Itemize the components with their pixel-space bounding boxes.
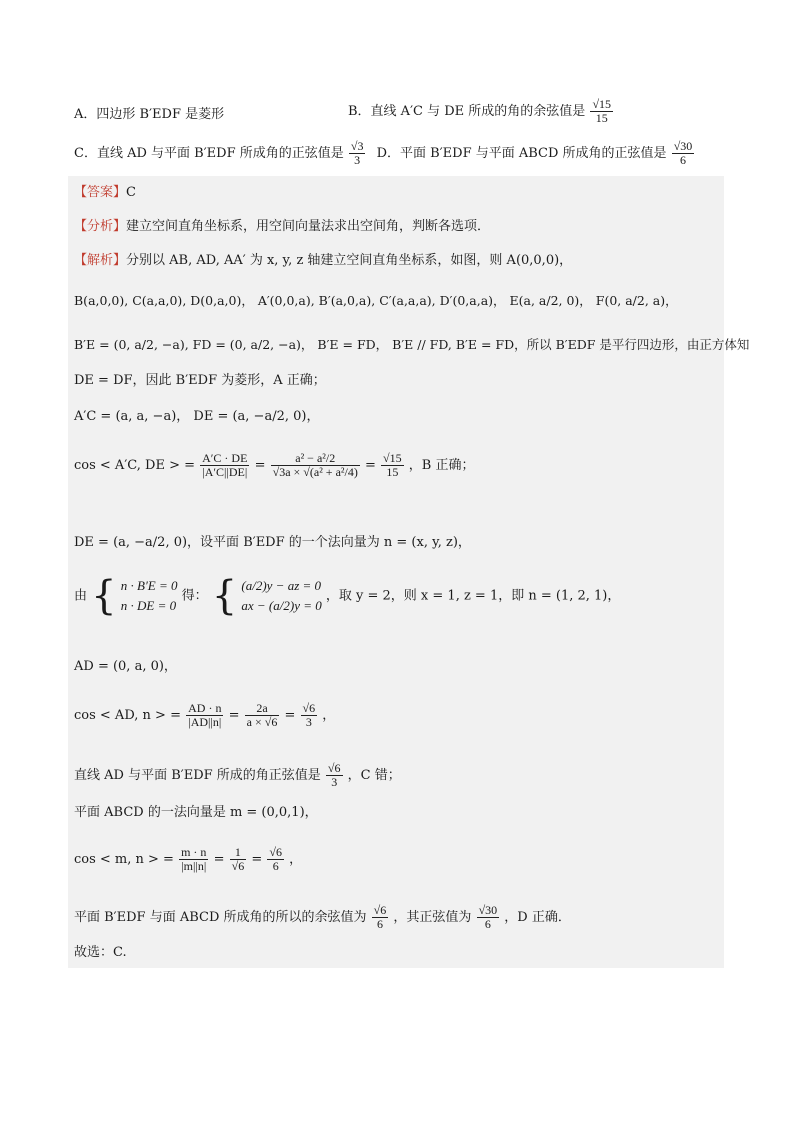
system-2: (a/2)y − az = 0 ax − (a/2)y = 0 (241, 578, 322, 613)
answer-text: C (126, 185, 136, 200)
solution-line-4: DE = DF，因此 B′EDF 为菱形，A 正确； (74, 373, 326, 388)
equals-3: = (228, 708, 240, 723)
cos2-result: $\frac{√6}{3}$ (302, 701, 316, 729)
equals-1: = (254, 458, 266, 473)
solution-line-13 (74, 846, 302, 873)
analysis-line (74, 218, 490, 236)
from-label: 由 (74, 588, 88, 604)
cos-label-3: cos < m, n > = (74, 852, 174, 867)
option-b (348, 98, 614, 125)
option-b-text: B．直线 A′C 与 DE 所成的角的余弦值是 (348, 104, 586, 119)
brace-1: { (91, 573, 117, 619)
solution-line-5: A′C = (a, a, −a)， DE = (a, −a/2, 0)， (74, 409, 320, 424)
option-d-text: D．平面 B′EDF 与平面 ABCD 所成角的正弦值是 (376, 146, 667, 161)
cos-result-1: $\frac{√15}{15}$ (383, 451, 402, 479)
got-label: 得： (181, 588, 208, 604)
option-b-fraction: $\frac{√15}{15}$ (592, 97, 612, 125)
equals-4: = (284, 708, 296, 723)
sine-text: 直线 AD 与平面 B′EDF 所成的角正弦值是 (74, 768, 321, 783)
solution-line-10 (74, 702, 335, 729)
equals-5: = (213, 852, 225, 867)
solution-line-3: B′E = (0, a/2, −a), FD = (0, a/2, −a)， B′E = FD， B′E // FD, B′E = FD，所以 B′EDF 是平行四边形，由正方体知 (74, 337, 750, 352)
system-1: n · B′E = 0 n · DE = 0 (120, 578, 178, 613)
final-fraction-1: $\frac{√6}{6}$ (373, 903, 387, 931)
solution-text-1: 分别以 AB, AD, AA′ 为 x, y, z 轴建立空间直角坐标系，如图，则 A(0,0,0)， (126, 253, 573, 268)
solution-line-2: B(a,0,0), C(a,a,0), D(0,a,0)， A′(0,0,a), B′(a,0,a), C′(a,a,a), D′(0,a,a)， E(a, a/2, 0)， F(0, a/2, a)， (74, 293, 678, 308)
solution-line-15: 故选：C. (74, 945, 127, 960)
option-c-fraction: $\frac{√3}{3}$ (350, 139, 364, 167)
option-c (74, 140, 695, 167)
sine-fraction: $\frac{√6}{3}$ (327, 761, 341, 789)
brace-2: { (211, 573, 238, 619)
solution-line-14 (74, 904, 571, 931)
solution-line-8 (74, 573, 621, 619)
cos-label-2: cos < AD, n > = (74, 708, 181, 723)
cos2-fraction-2: $\frac{2a}{a \times √6}$ (246, 701, 278, 729)
cos3-result: $\frac{√6}{6}$ (269, 845, 282, 873)
cos-fraction-2: $\frac{\text{a² − a²/2}}{\text{√3a × √(a² + a²/4)}}$ (272, 451, 358, 479)
final-text-2: ，其正弦值为 (393, 910, 472, 925)
cos-post-1: ，B 正确； (408, 458, 475, 473)
option-a: A．四边形 B′EDF 是菱形 (74, 107, 225, 122)
final-post: ，D 正确． (504, 910, 571, 925)
normal-result: ，取 y = 2，则 x = 1, z = 1，即 n = (1, 2, 1)， (325, 588, 621, 604)
cos-fraction-1: $\frac{A'C \cdot DE}{|A'C||DE|}$ (202, 451, 248, 479)
analysis-text: 建立空间直角坐标系，用空间向量法求出空间角，判断各选项． (126, 219, 491, 234)
solution-tag: 【解析】 (74, 253, 127, 268)
analysis-tag: 【分析】 (74, 219, 127, 234)
solution-line-11 (74, 762, 401, 789)
equals-2: = (364, 458, 376, 473)
solution-line-9: AD = (0, a, 0)， (74, 659, 177, 674)
sine-post: ，C 错； (347, 768, 401, 783)
cos-label-1: cos < A′C, DE > = (74, 458, 195, 473)
answer-tag: 【答案】 (74, 185, 127, 200)
cos3-fraction-2: $\frac{1}{√6}$ (231, 845, 245, 873)
cos2-fraction-1: $\frac{AD \cdot n}{|AD||n|}$ (188, 701, 222, 729)
answer-line (74, 184, 136, 202)
solution-line-7: DE = (a, −a/2, 0)，设平面 B′EDF 的一个法向量为 n = (x, y, z)， (74, 535, 471, 550)
cos2-post: ， (322, 708, 336, 723)
cos3-fraction-1: $\frac{m \cdot n}{|m||n|}$ (181, 845, 207, 873)
final-fraction-2: $\frac{√30}{6}$ (478, 903, 498, 931)
option-c-text: C．直线 AD 与平面 B′EDF 所成角的正弦值是 (74, 146, 344, 161)
solution-line-6 (74, 452, 474, 479)
option-d-fraction: $\frac{√30}{6}$ (673, 139, 693, 167)
final-text-1: 平面 B′EDF 与面 ABCD 所成角的所以的余弦值为 (74, 910, 367, 925)
solution-line-12: 平面 ABCD 的一法向量是 m = (0,0,1)， (74, 805, 318, 820)
solution-line-1 (74, 252, 572, 270)
equals-6: = (251, 852, 263, 867)
cos3-post: ， (289, 852, 303, 867)
